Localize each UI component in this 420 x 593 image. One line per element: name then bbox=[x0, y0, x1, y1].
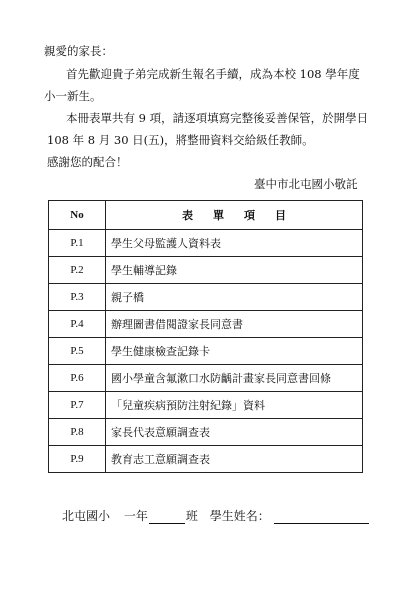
table-header-row bbox=[49, 201, 363, 230]
row-no: P.7 bbox=[49, 392, 106, 419]
row-no: P.5 bbox=[49, 338, 106, 365]
greeting: 親愛的家長： bbox=[44, 44, 113, 58]
school-name: 北屯國小 bbox=[62, 509, 111, 523]
row-form-name: 「兒童疾病預防注射紀錄」資料 bbox=[106, 392, 363, 419]
row-form-name: 辦理圖書借閱證家長同意書 bbox=[106, 311, 363, 338]
row-no: P.8 bbox=[49, 419, 106, 446]
table-row bbox=[49, 338, 363, 365]
row-form-name: 國小學童含氟漱口水防齲計畫家長同意書回條 bbox=[106, 365, 363, 392]
grade-label: 一年 bbox=[123, 509, 148, 523]
table-row bbox=[49, 419, 363, 446]
header-form-item: 表單項目 bbox=[106, 201, 363, 230]
row-form-name: 親子橋 bbox=[106, 284, 363, 311]
student-name-blank[interactable] bbox=[274, 510, 369, 524]
paragraph-1-line-1: 首先歡迎貴子弟完成新生報名手續，成為本校 108 學年度 bbox=[66, 67, 360, 81]
student-info-line bbox=[62, 508, 369, 524]
table-row bbox=[49, 365, 363, 392]
thanks-line: 感謝您的配合！ bbox=[47, 155, 128, 169]
signature: 臺中市北屯國小敬託 bbox=[254, 177, 358, 191]
paragraph-1-line-2: 小一新生。 bbox=[44, 89, 102, 103]
table-row bbox=[49, 230, 363, 257]
row-form-name: 教育志工意願調查表 bbox=[106, 446, 363, 473]
row-no: P.9 bbox=[49, 446, 106, 473]
paragraph-2-line-2: 108 年 8 月 30 日(五)，將整冊資料交給級任教師。 bbox=[47, 133, 314, 147]
row-no: P.1 bbox=[49, 230, 106, 257]
row-no: P.6 bbox=[49, 365, 106, 392]
row-no: P.2 bbox=[49, 257, 106, 284]
header-no: No bbox=[49, 201, 106, 230]
paragraph-2-line-1: 本冊表單共有 9 項，請逐項填寫完整後妥善保管，於開學日 bbox=[66, 111, 369, 125]
table-row bbox=[49, 392, 363, 419]
class-blank[interactable] bbox=[149, 510, 185, 524]
table-row bbox=[49, 311, 363, 338]
row-form-name: 學生健康檢查記錄卡 bbox=[106, 338, 363, 365]
row-no: P.3 bbox=[49, 284, 106, 311]
row-form-name: 家長代表意願調查表 bbox=[106, 419, 363, 446]
class-suffix: 班 bbox=[185, 509, 198, 523]
row-no: P.4 bbox=[49, 311, 106, 338]
row-form-name: 學生父母監護人資料表 bbox=[106, 230, 363, 257]
table-row bbox=[49, 284, 363, 311]
table-row bbox=[49, 257, 363, 284]
table-row bbox=[49, 446, 363, 473]
form-list-table bbox=[48, 200, 363, 473]
row-form-name: 學生輔導記錄 bbox=[106, 257, 363, 284]
student-name-label: 學生姓名： bbox=[209, 509, 270, 523]
